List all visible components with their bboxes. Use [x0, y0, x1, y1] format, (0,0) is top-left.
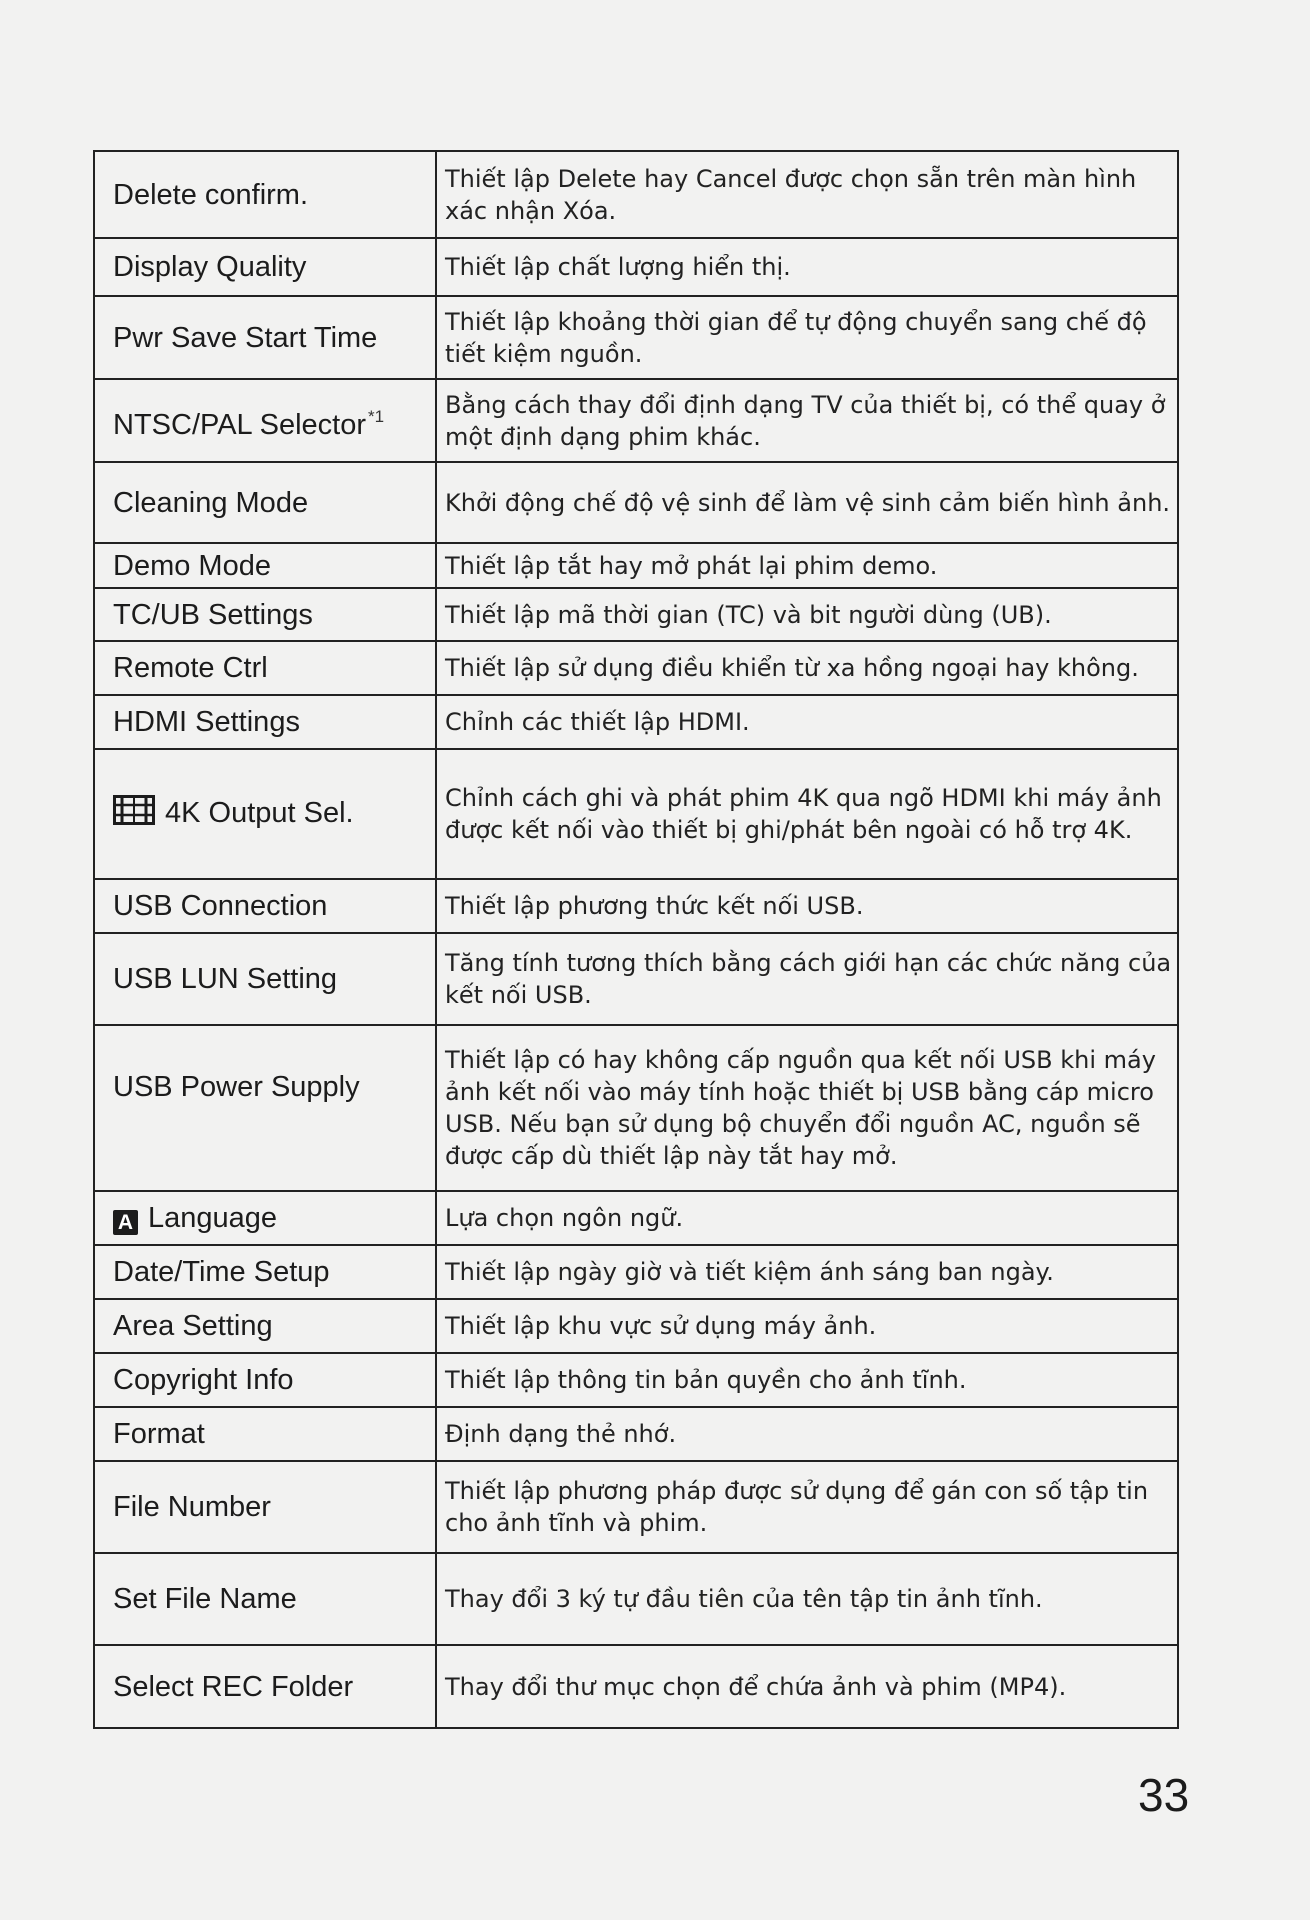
setting-name: USB Power Supply	[94, 1025, 436, 1191]
setting-description: Thiết lập thông tin bản quyền cho ảnh tĩnh.	[436, 1353, 1178, 1407]
table-row	[94, 151, 1178, 238]
table-row	[94, 1299, 1178, 1353]
setting-name: USB Connection	[94, 879, 436, 933]
footnote-marker: *1	[368, 406, 385, 426]
table-row	[94, 1245, 1178, 1299]
movie-film-icon	[113, 795, 155, 833]
setting-description: Thiết lập khoảng thời gian để tự động chuyển sang chế độ tiết kiệm nguồn.	[436, 296, 1178, 379]
setting-name: Remote Ctrl	[94, 641, 436, 695]
setting-name: Set File Name	[94, 1553, 436, 1645]
setting-description: Thiết lập có hay không cấp nguồn qua kết nối USB khi máy ảnh kết nối vào máy tính hoặc thiết bị USB bằng cáp micro USB. Nếu bạn sử dụng bộ chuyển đổi nguồn AC, nguồn sẽ được cấp dù thiết lập này tắt hay mở.	[436, 1025, 1178, 1191]
table-row	[94, 1645, 1178, 1728]
setting-name: Display Quality	[94, 238, 436, 296]
setting-name	[94, 379, 436, 462]
setting-name	[94, 749, 436, 879]
table-row	[94, 543, 1178, 588]
setting-description: Thiết lập chất lượng hiển thị.	[436, 238, 1178, 296]
setting-name: Demo Mode	[94, 543, 436, 588]
setting-description: Thiết lập khu vực sử dụng máy ảnh.	[436, 1299, 1178, 1353]
setting-description: Chỉnh các thiết lập HDMI.	[436, 695, 1178, 749]
table-row	[94, 238, 1178, 296]
table-row	[94, 296, 1178, 379]
setting-name	[94, 1191, 436, 1245]
setting-name: Select REC Folder	[94, 1645, 436, 1728]
table-row	[94, 379, 1178, 462]
setting-name: USB LUN Setting	[94, 933, 436, 1025]
setting-name-text: Language	[148, 1202, 278, 1234]
table-row	[94, 1461, 1178, 1553]
setting-description: Lựa chọn ngôn ngữ.	[436, 1191, 1178, 1245]
setting-description: Thay đổi 3 ký tự đầu tiên của tên tập tin ảnh tĩnh.	[436, 1553, 1178, 1645]
table-row	[94, 462, 1178, 543]
table-row	[94, 695, 1178, 749]
setting-description: Thiết lập ngày giờ và tiết kiệm ánh sáng ban ngày.	[436, 1245, 1178, 1299]
setting-description: Thiết lập Delete hay Cancel được chọn sẵn trên màn hình xác nhận Xóa.	[436, 151, 1178, 238]
setting-description: Thiết lập mã thời gian (TC) và bit người dùng (UB).	[436, 588, 1178, 641]
setting-description: Thiết lập tắt hay mở phát lại phim demo.	[436, 543, 1178, 588]
setting-name: Pwr Save Start Time	[94, 296, 436, 379]
setting-name: Date/Time Setup	[94, 1245, 436, 1299]
setting-name-text: NTSC/PAL Selector	[113, 408, 367, 441]
page-number: 33	[1138, 1769, 1190, 1821]
setting-description: Thay đổi thư mục chọn để chứa ảnh và phim (MP4).	[436, 1645, 1178, 1728]
table-row	[94, 1025, 1178, 1191]
setting-description: Thiết lập phương pháp được sử dụng để gán con số tập tin cho ảnh tĩnh và phim.	[436, 1461, 1178, 1553]
setting-name: TC/UB Settings	[94, 588, 436, 641]
setting-name-text: 4K Output Sel.	[165, 797, 354, 829]
setting-description: Thiết lập phương thức kết nối USB.	[436, 879, 1178, 933]
setting-name: Area Setting	[94, 1299, 436, 1353]
table-row	[94, 879, 1178, 933]
table-row	[94, 1553, 1178, 1645]
table-row	[94, 588, 1178, 641]
setting-name: Delete confirm.	[94, 151, 436, 238]
language-icon: A	[113, 1210, 138, 1235]
table-row	[94, 1353, 1178, 1407]
setting-name: Format	[94, 1407, 436, 1461]
setting-description: Khởi động chế độ vệ sinh để làm vệ sinh cảm biến hình ảnh.	[436, 462, 1178, 543]
setting-name: Copyright Info	[94, 1353, 436, 1407]
table-row	[94, 1407, 1178, 1461]
setting-name: Cleaning Mode	[94, 462, 436, 543]
table-row	[94, 1191, 1178, 1245]
table-row	[94, 749, 1178, 879]
setting-description: Định dạng thẻ nhớ.	[436, 1407, 1178, 1461]
settings-table	[93, 150, 1179, 1729]
setting-description: Tăng tính tương thích bằng cách giới hạn các chức năng của kết nối USB.	[436, 933, 1178, 1025]
setting-description: Thiết lập sử dụng điều khiển từ xa hồng ngoại hay không.	[436, 641, 1178, 695]
setting-name: File Number	[94, 1461, 436, 1553]
setting-description: Bằng cách thay đổi định dạng TV của thiết bị, có thể quay ở một định dạng phim khác.	[436, 379, 1178, 462]
table-row	[94, 933, 1178, 1025]
table-row	[94, 641, 1178, 695]
setting-description: Chỉnh cách ghi và phát phim 4K qua ngõ HDMI khi máy ảnh được kết nối vào thiết bị ghi/phát bên ngoài có hỗ trợ 4K.	[436, 749, 1178, 879]
setting-name: HDMI Settings	[94, 695, 436, 749]
